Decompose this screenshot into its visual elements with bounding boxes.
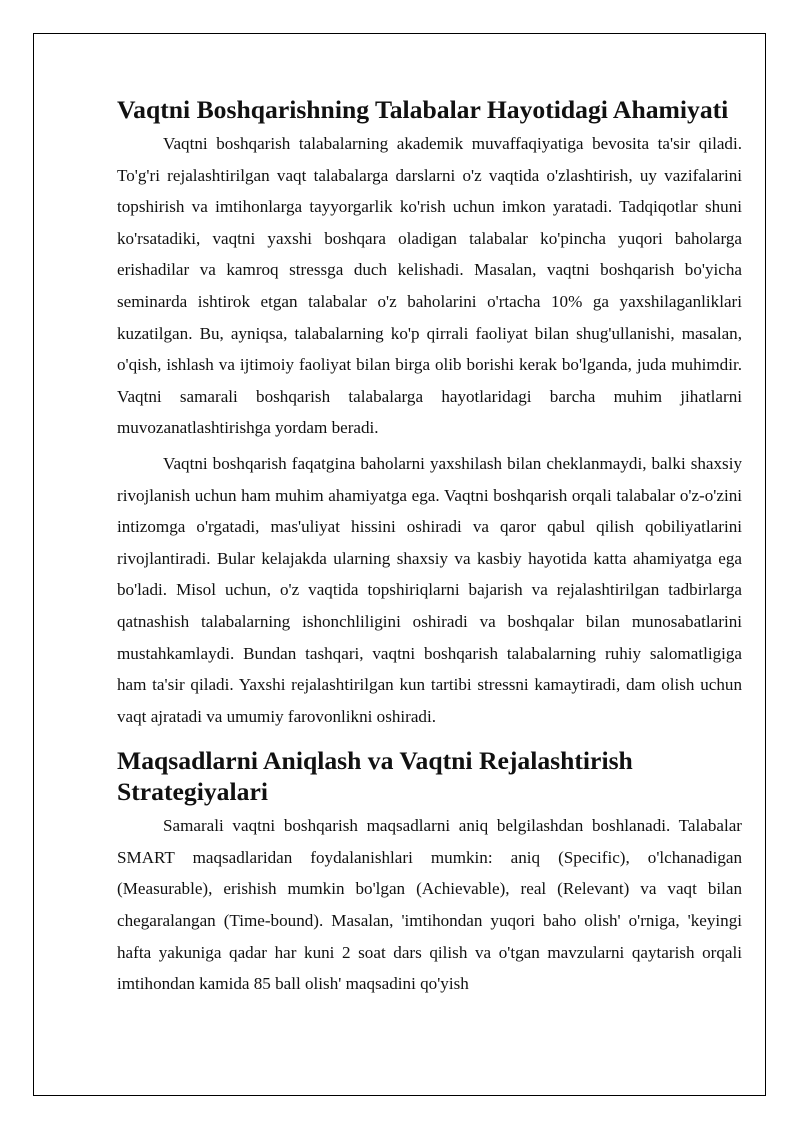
section-heading-2: Maqsadlarni Aniqlash va Vaqtni Rejalashtirish Strategiyalari bbox=[117, 746, 633, 807]
paragraph-3: Samarali vaqtni boshqarish maqsadlarni aniq belgilashdan boshlanadi. Talabalar SMART maqsadlaridan foydalanishlari mumkin: aniq (Specific), o'lchanadigan (Measurable), erishish mumkin bo'lgan (Achievable), real (Relevant) va vaqt bilan chegaralangan (Time-bound). Masalan, 'imtihondan yuqori baho olish' o'rniga, 'keyingi hafta yakuniga qadar har kuni 2 soat dars qilish va o'tgan mavzularni qaytarish orqali imtihondan kamida 85 ball olish' maqsadini qo'yish bbox=[117, 816, 742, 994]
document-body bbox=[117, 94, 742, 1000]
section-heading-1: Vaqtni Boshqarishning Talabalar Hayotidagi Ahamiyati bbox=[117, 95, 729, 124]
paragraph-2: Vaqtni boshqarish faqatgina baholarni yaxshilash bilan cheklanmaydi, balki shaxsiy rivojlanish uchun ham muhim ahamiyatga ega. Vaqtni boshqarish orqali talabalar o'z-o'zini intizomga o'rgatadi, mas'uliyat hissini oshiradi va qaror qabul qilish qobiliyatlarini rivojlantiradi. Bular kelajakda ularning shaxsiy va kasbiy hayotida katta ahamiyatga ega bo'ladi. Misol uchun, o'z vaqtida topshiriqlarni bajarish va rejalashtirilgan tadbirlarga qatnashish talabalarning ishonchliligini oshiradi va boshqalar bilan munosabatlarini mustahkamlaydi. Bundan tashqari, vaqtni boshqarish talabalarning ruhiy salomatligiga ham ta'sir qiladi. Yaxshi rejalashtirilgan kun tartibi stressni kamaytiradi, dam olish uchun vaqt ajratadi va umumiy farovonlikni oshiradi. bbox=[117, 453, 742, 726]
paragraph-1: Vaqtni boshqarish talabalarning akademik muvaffaqiyatiga bevosita ta'sir qiladi. To'g'ri rejalashtirilgan vaqt talabalarga darslarni o'z vaqtida o'zlashtirish, uy vazifalarini topshirish va imtihonlarga tayyorgarlik ko'rish uchun imkon yaratadi. Tadqiqotlar shuni ko'rsatadiki, vaqtni yaxshi boshqara oladigan talabalar ko'pincha yuqori baholarga erishadilar va kamroq stressga duch kelishadi. Masalan, vaqtni boshqarish bo'yicha seminarda ishtirok etgan talabalar o'z baholarini o'rtacha 10% ga yaxshilaganliklari kuzatilgan. Bu, ayniqsa, talabalarning ko'p qirrali faoliyat bilan shug'ullanishi, masalan, o'qish, ishlash va ijtimoiy faoliyat bilan birga olib borishi kerak bo'lganda, juda muhimdir. Vaqtni samarali boshqarish talabalarga hayotlaridagi barcha muhim jihatlarni muvozanatlashtirishga yordam beradi. bbox=[117, 134, 742, 438]
